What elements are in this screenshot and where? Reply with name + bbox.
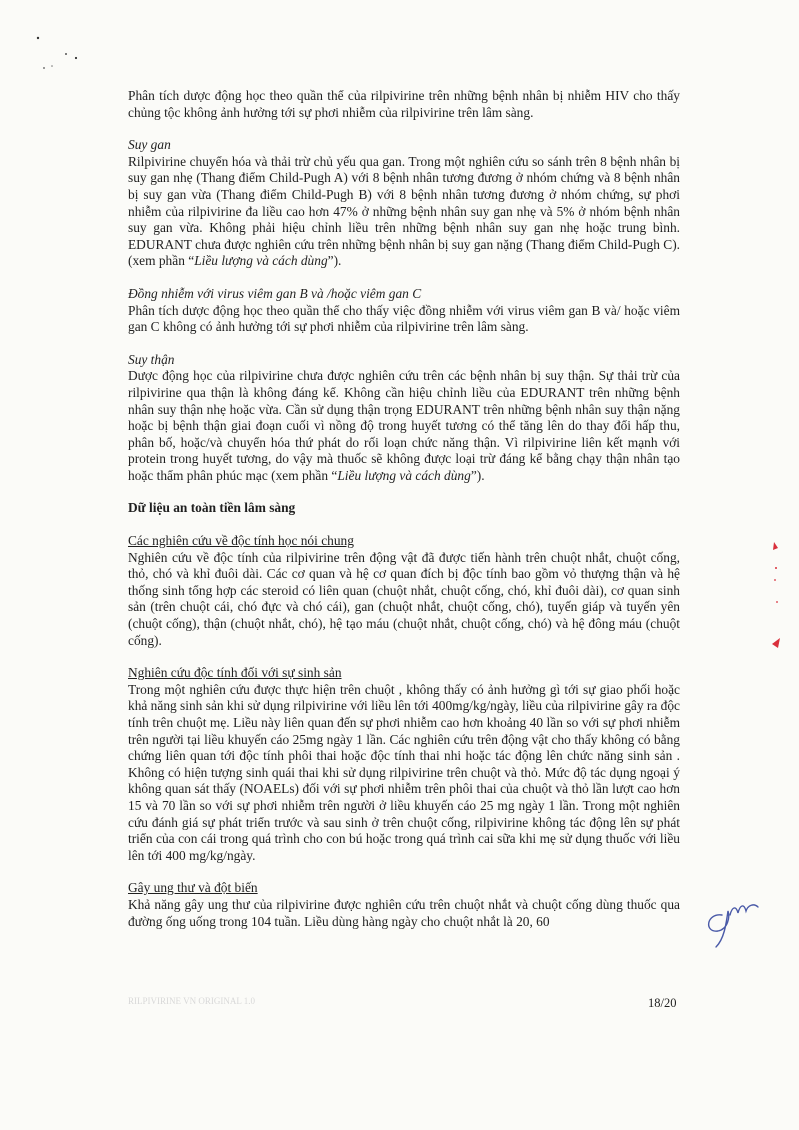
page-number: 18/20 [648,996,677,1010]
cross-reference: Liều lượng và cách dùng [194,253,328,269]
document-page [128,88,680,946]
section-sinh-san [128,665,680,864]
section-suy-than [128,352,680,485]
body-text: Rilpivirine chuyển hóa và thải trừ chủ yếu qua gan. Trong một nghiên cứu so sánh trên 8 bệnh nhân bị suy gan nhẹ (Thang điểm Child-Pugh A) với 8 bệnh nhân tương đương ở nhóm chứng và 8 bệnh nhân bị suy gan vừa (Thang điểm Child-Pugh B) với 8 bệnh nhân tương đương ở nhóm chứng, sự phơi nhiễm của rilpivirine đa liều cao hơn 47% ở những bệnh nhân suy gan nhẹ và 5% ở nhóm bệnh nhân suy gan vừa. Không phải hiệu chỉnh liều trên những bệnh nhân suy gan nhẹ hoặc trung bình. EDURANT chưa được nghiên cứu trên những bệnh nhân bị suy gan nặng (Thang điểm Child-Pugh C). (xem phần “ [128,153,680,269]
section-body [128,154,680,270]
section-heading: Gây ung thư và đột biến [128,880,258,896]
cross-reference: Liều lượng và cách dùng [337,467,471,483]
section-suy-gan [128,137,680,270]
section-heading: Nghiên cứu độc tính đối với sự sinh sản [128,665,342,681]
section-dong-nhiem [128,286,680,336]
margin-marks-decoration [760,540,790,660]
preclinical-heading: Dữ liệu an toàn tiền lâm sàng [128,500,296,516]
section-body: Khả năng gây ung thư của rilpivirine được nghiên cứu trên chuột nhắt và chuột cống dùng thuốc qua đường ống uống trong 104 tuần. Liều dùng hàng ngày cho chuột nhắt là 20, 60 [128,896,680,929]
section-heading: Đồng nhiễm với virus viêm gan B và /hoặc viêm gan C [128,285,422,301]
section-heading: Suy gan [128,137,171,153]
footer-faint-text: RILPIVIRINE VN ORIGINAL 1.0 [128,996,255,1006]
body-text: ”). [470,467,485,483]
section-body: Nghiên cứu về độc tính của rilpivirine trên động vật đã được tiến hành trên chuột nhắt, chuột cống, thỏ, chó và khỉ đuôi dài. Các cơ quan và hệ cơ quan đích bị độc tính bao gồm vỏ thượng thận và hệ thống sinh tổng hợp các steroid có liên quan (chuột nhắt, chuột cống, chó, khỉ đuôi dài), cơ quan sinh sản (trên chuột cái, chó đực và chó cái), gan (chuột nhắt, chuột cống, chó), tuyến giáp và tuyến yên (chuột cống), thận (chuột nhắt, chó), hệ tạo máu (chuột nhắt, chuột cống, chó) và hệ đông máu (chuột cống). [128,549,680,648]
scan-dots-decoration [30,32,90,82]
intro-paragraph: Phân tích dược động học theo quần thể của rilpivirine trên những bệnh nhân bị nhiễm HIV cho thấy chủng tộc không ảnh hưởng tới sự phơi nhiễm của rilpivirine trên lâm sàng. [128,88,680,120]
body-text: Dược động học của rilpivirine chưa được nghiên cứu trên các bệnh nhân bị suy thận. Sự thải trừ của rilpivirine qua thận là không đáng kể. Không cần hiệu chỉnh liều của EDURANT trên những bệnh nhân suy thận nhẹ hoặc vừa. Cần sử dụng thận trọng EDURANT trên những bệnh nhân suy thận nặng hoặc bị bệnh thận giai đoạn cuối vì nồng độ trong huyết tương có thể tăng lên do thay đổi hấp thu, phân bố, hoặc/và chuyển hóa thứ phát do rối loạn chức năng thận. Vì rilpivirine liên kết mạnh với protein trong huyết tương, do vậy mà thuốc sẽ không được loại trừ đáng kể bằng chạy thận nhân tạo hoặc thẩm phân phúc mạc (xem phần “ [128,368,680,483]
section-doc-tinh-chung [128,533,680,649]
section-ung-thu [128,880,680,930]
body-text: ”). [327,253,342,269]
section-body [128,368,680,484]
section-body: Trong một nghiên cứu được thực hiện trên chuột , không thấy có ảnh hưởng gì tới sự giao phối hoặc khả năng sinh sản khi sử dụng rilpivirine với liều lên tới 400mg/kg/ngày, liều của rilpivirine gây ra độc tính trên chuột mẹ. Liều này liên quan đến sự phơi nhiễm cao hơn khoảng 40 lần so với sự phơi nhiễm trên người tại liều khuyến cáo 25mg ngày 1 lần. Các nghiên cứu trên động vật cho thấy không có bằng chứng liên quan tới độc tính phôi thai hoặc độc tính thai nhi hoặc tác động lên chức năng sinh sản . Không có hiện tượng sinh quái thai khi sử dụng rilpivirine trên chuột và thỏ. Mức độ tác dụng ngoại ý không quan sát thấy (NOAELs) đối với sự phơi nhiễm trên phôi thai của chuột và thỏ lần lượt cao hơn 15 và 70 lần so với sự phơi nhiễm trên người ở liều khuyến cáo 25 mg ngày 1 lần. Trong một nghiên cứu đánh giá sự phát triển trước và sau sinh ở trên chuột cống, rilpivirine không tác động lên sự phát triển của con cái trong quá trình cho con bú hoặc trong quá trình cai sữa khi mẹ sử dụng thuốc với liều lên tới 400 mg/kg/ngày. [128,681,680,863]
section-body: Phân tích dược động học theo quần thể cho thấy việc đồng nhiễm với virus viêm gan B và/ hoặc viêm gan C không có ảnh hưởng tới sự phơi nhiễm của rilpivirine trên lâm sàng. [128,302,680,335]
section-heading: Các nghiên cứu về độc tính học nói chung [128,533,354,549]
section-heading: Suy thận [128,351,175,367]
signature-initials [700,885,770,950]
